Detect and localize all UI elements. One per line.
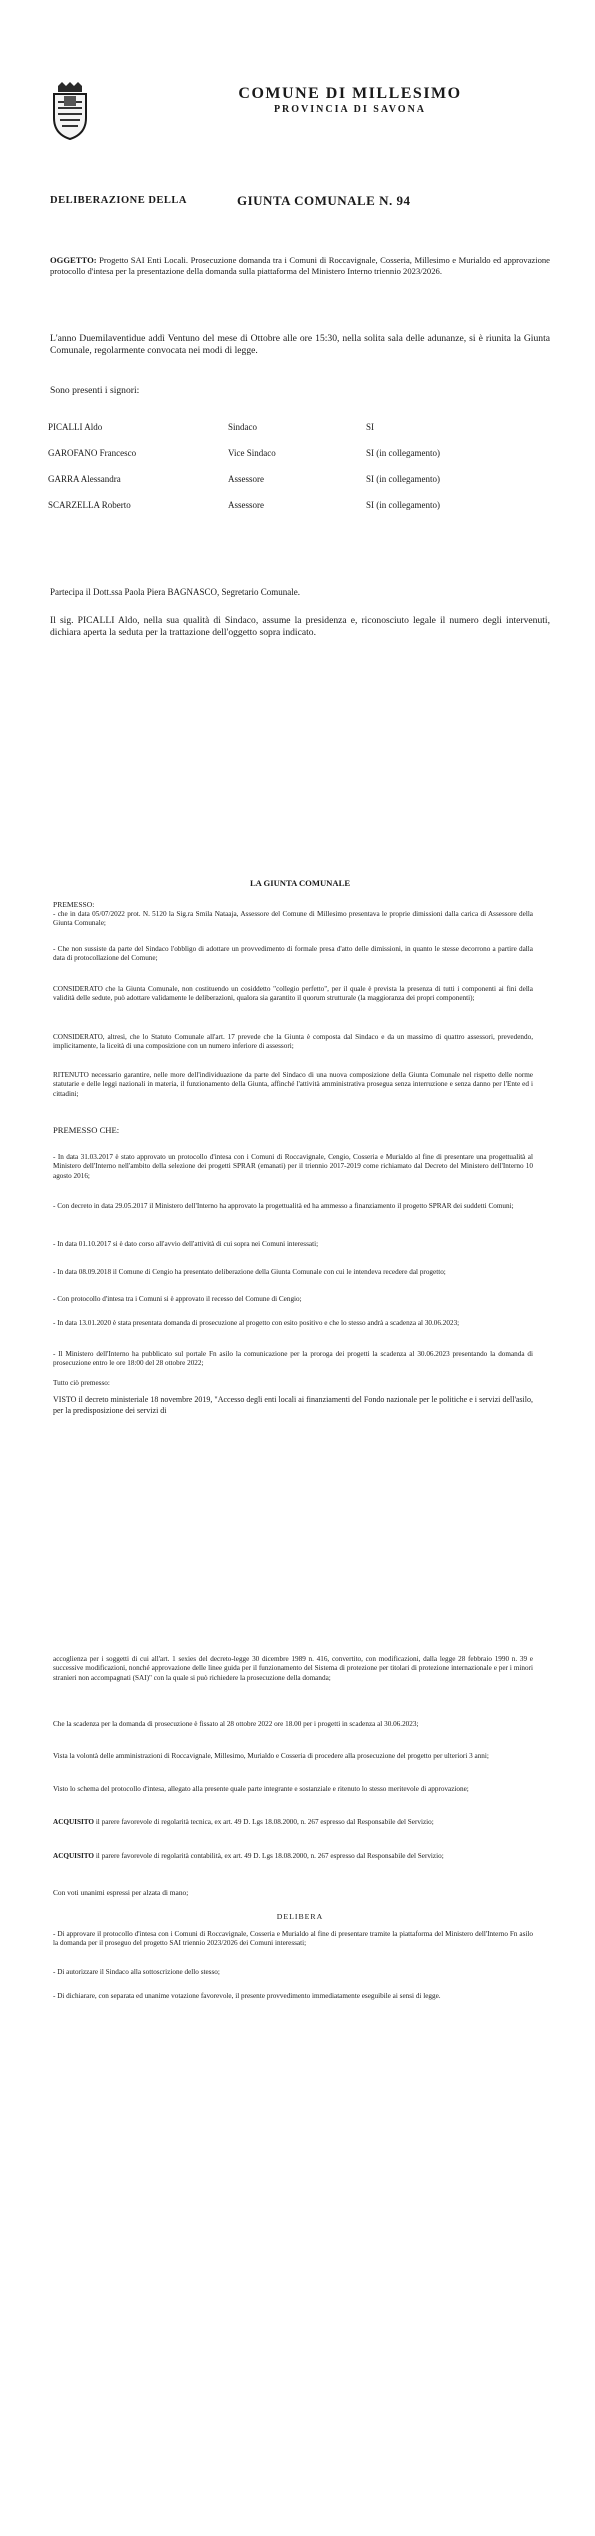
member-role: Sindaco (228, 422, 257, 432)
intro-paragraph: L'anno Duemilaventidue addì Ventuno del mese di Ottobre alle ore 15:30, nella solita sala delle adunanze, si è riunita la Giunta Comunale, regolarmente convocata nei modi di legge. (50, 333, 550, 356)
schema-paragraph: Visto lo schema del protocollo d'intesa, allegato alla presente quale parte integrante e sostanziale e ritenuto lo stesso meritevole di approvazione; (53, 1785, 469, 1793)
presenti-label: Sono presenti i signori: (50, 385, 140, 396)
provincia-name: PROVINCIA DI SAVONA (273, 104, 427, 115)
premessa-item: - In data 01.10.2017 si è dato corso all'avvio dell'attività di cui sopra nei Comuni interessati; (53, 1240, 319, 1248)
premessa-item: - In data 31.03.2017 è stato approvato un protocollo d'intesa con i Comuni di Roccavignale, Cengio, Cosseria e Murialdo al fine di presentare una progettualità al Ministero dell'Interno nell'ambito della selezione dei progetti SPRAR (emanati) per il triennio 2017-2019 come richiamato dal Decreto del Ministero dell'Interno 10 agosto 2016; (53, 1153, 533, 1180)
giunta-heading: LA GIUNTA COMUNALE (249, 878, 351, 888)
member-role: Vice Sindaco (228, 448, 276, 458)
acquisito-label: ACQUISITO (53, 1852, 95, 1860)
member-row (48, 422, 548, 436)
premessa-item: - In data 08.09.2018 il Comune di Cengio ha presentato deliberazione della Giunta Comunale con cui le intendeva recedere dal progetto; (53, 1268, 446, 1276)
acquisito-tecnico-paragraph (53, 1818, 533, 1827)
acquisito-contabile-paragraph (53, 1852, 533, 1861)
oggetto-label: OGGETTO: (50, 255, 97, 265)
premessa-item: - che in data 05/07/2022 prot. N. 5120 la Sig.ra Smila Nataaja, Assessore del Comune di Millesimo presentava le proprie dimissioni dalla carica di Assessore della Giunta Comunale; (53, 910, 533, 928)
member-name: PICALLI Aldo (48, 422, 103, 432)
oggetto-text: Progetto SAI Enti Locali. Prosecuzione domanda tra i Comuni di Roccavignale, Cosseria, Millesimo e Murialdo ed approvazione protocollo d'intesa per la presentazione della domanda sulla piattaforma del Ministero Interno triennio 2023/2026. (50, 255, 550, 276)
premessa-item: - Con decreto in data 29.05.2017 il Ministero dell'Interno ha approvato la progettualità ed ha ammesso a finanziamento il progetto SPRAR dei suddetti Comuni; (53, 1202, 514, 1210)
member-status: SI (in collegamento) (366, 448, 440, 458)
premesso-conclusion: Tutto ciò premesso: (53, 1379, 110, 1387)
acquisito-text: il parere favorevole di regolarità tecnica, ex art. 49 D. Lgs 18.08.2000, n. 267 espresso dal Responsabile del Servizio; (94, 1818, 434, 1826)
scadenza-paragraph: Che la scadenza per la domanda di prosecuzione è fissato al 28 ottobre 2022 ore 18.00 per i progetti in scadenza al 30.06.2023; (53, 1720, 419, 1728)
premessa-item: - Che non sussiste da parte del Sindaco l'obbligo di adottare un provvedimento di formale presa d'atto delle dimissioni, in quanto le stesse decorrono a partire dalla data di protocollazione del Comune; (53, 945, 533, 963)
delibera-item: - Di dichiarare, con separata ed unanime votazione favorevole, il presente provvedimento immediatamente eseguibile ai sensi di legge. (53, 1992, 441, 2000)
member-status: SI (366, 422, 375, 432)
member-status: SI (in collegamento) (366, 500, 440, 510)
visto-decreto-paragraph: VISTO il decreto ministeriale 18 novembre 2019, "Accesso degli enti locali ai finanziamenti del Fondo nazionale per le politiche e i servizi dell'asilo, per la predisposizione dei servizi di (53, 1395, 533, 1415)
oggetto-paragraph (50, 255, 550, 277)
member-role: Assessore (228, 500, 264, 510)
delibera-item: - Di autorizzare il Sindaco alla sottoscrizione dello stesso; (53, 1968, 220, 1976)
member-status: SI (in collegamento) (366, 474, 440, 484)
member-name: SCARZELLA Roberto (48, 500, 131, 510)
premesso-label: PREMESSO: (53, 900, 95, 909)
presidenza-paragraph: Il sig. PICALLI Aldo, nella sua qualità di Sindaco, assume la presidenza e, riconosciuto legale il numero degli intervenuti, dichiara aperta la seduta per la trattazione dell'oggetto sopra indicato. (50, 615, 550, 638)
segretario-line: Partecipa il Dott.ssa Paola Piera BAGNASCO, Segretario Comunale. (50, 587, 300, 597)
comune-name: COMUNE DI MILLESIMO (238, 85, 462, 102)
delibera-item: - Di approvare il protocollo d'intesa con i Comuni di Roccavignale, Cosseria e Murialdo al fine di presentare tramite la piattaforma del Ministero dell'Interno Fn asilo la domanda per il proseguo del progetto SAI triennio 2023/2026 dei Comuni interessati; (53, 1930, 533, 1948)
giunta-number: GIUNTA COMUNALE N. 94 (237, 193, 411, 208)
member-name: GAROFANO Francesco (48, 448, 137, 458)
premessa-item: - In data 13.01.2020 è stata presentata domanda di prosecuzione al progetto con esito positivo e che lo stesso andrà a scadenza al 30.06.2023; (53, 1319, 460, 1327)
member-row (48, 448, 548, 462)
considerato-paragraph: CONSIDERATO che la Giunta Comunale, non costituendo un cosiddetto "collegio perfetto", per il quale è prevista la presenza di tutti i componenti ai fini della validità delle sedute, può adottare validamente le deliberazioni, qualora sia garantito il quorum strutturale (la maggioranza dei propri componenti); (53, 985, 533, 1003)
premessa-item: - Con protocollo d'intesa tra i Comuni si è approvato il recesso del Comune di Cengio; (53, 1295, 302, 1303)
delibera-heading: DELIBERA (276, 1912, 324, 1921)
volonta-paragraph: Vista la volontà delle amministrazioni di Roccavignale, Millesimo, Murialdo e Cosseria di procedere alla prosecuzione del progetto per ulteriori 3 anni; (53, 1752, 489, 1760)
acquisito-text: il parere favorevole di regolarità contabilità, ex art. 49 D. Lgs 18.08.2000, n. 267 espresso dal Responsabile del Servizio; (94, 1852, 444, 1860)
comune-crest-logo (50, 82, 90, 140)
deliberazione-label: DELIBERAZIONE DELLA (50, 195, 187, 206)
voti-line: Con voti unanimi espressi per alzata di mano; (53, 1888, 189, 1897)
member-name: GARRA Alessandra (48, 474, 121, 484)
ritenuto-paragraph: RITENUTO necessario garantire, nelle more dell'individuazione da parte del Sindaco di una nuova composizione della Giunta Comunale nel rispetto delle norme statutarie e delle leggi nazionali in materia, il funzionamento della Giunta, affinché l'attività amministrativa prosegua senza interruzione e senza danno per l'Ente ed i cittadini; (53, 1071, 533, 1098)
premesso-che-label: PREMESSO CHE: (53, 1125, 120, 1135)
premessa-item: - Il Ministero dell'Interno ha pubblicato sul portale Fn asilo la comunicazione per la proroga dei progetti la scadenza al 30.06.2023 presentando la domanda di prosecuzione entro le ore 18:00 del 28 ottobre 2022; (53, 1350, 533, 1368)
member-row (48, 500, 548, 514)
accoglienza-paragraph: accoglienza per i soggetti di cui all'art. 1 sexies del decreto-legge 30 dicembre 1989 n. 416, convertito, con modificazioni, dalla legge 28 febbraio 1990 n. 39 e successive modificazioni, nonché approvazione delle linee guida per il funzionamento del Sistema di protezione per titolari di protezione internazionale e per i minori stranieri non accompagnati (SAI)" con la quale si può richiedere la prosecuzione della domanda; (53, 1655, 533, 1682)
considerato-altresi-paragraph: CONSIDERATO, altresì, che lo Statuto Comunale all'art. 17 prevede che la Giunta è composta dal Sindaco e da un massimo di quattro assessori, prevedendo, implicitamente, la liceità di una composizione con un numero inferiore di assessori; (53, 1033, 533, 1051)
member-role: Assessore (228, 474, 264, 484)
member-row (48, 474, 548, 488)
acquisito-label: ACQUISITO (53, 1818, 95, 1826)
